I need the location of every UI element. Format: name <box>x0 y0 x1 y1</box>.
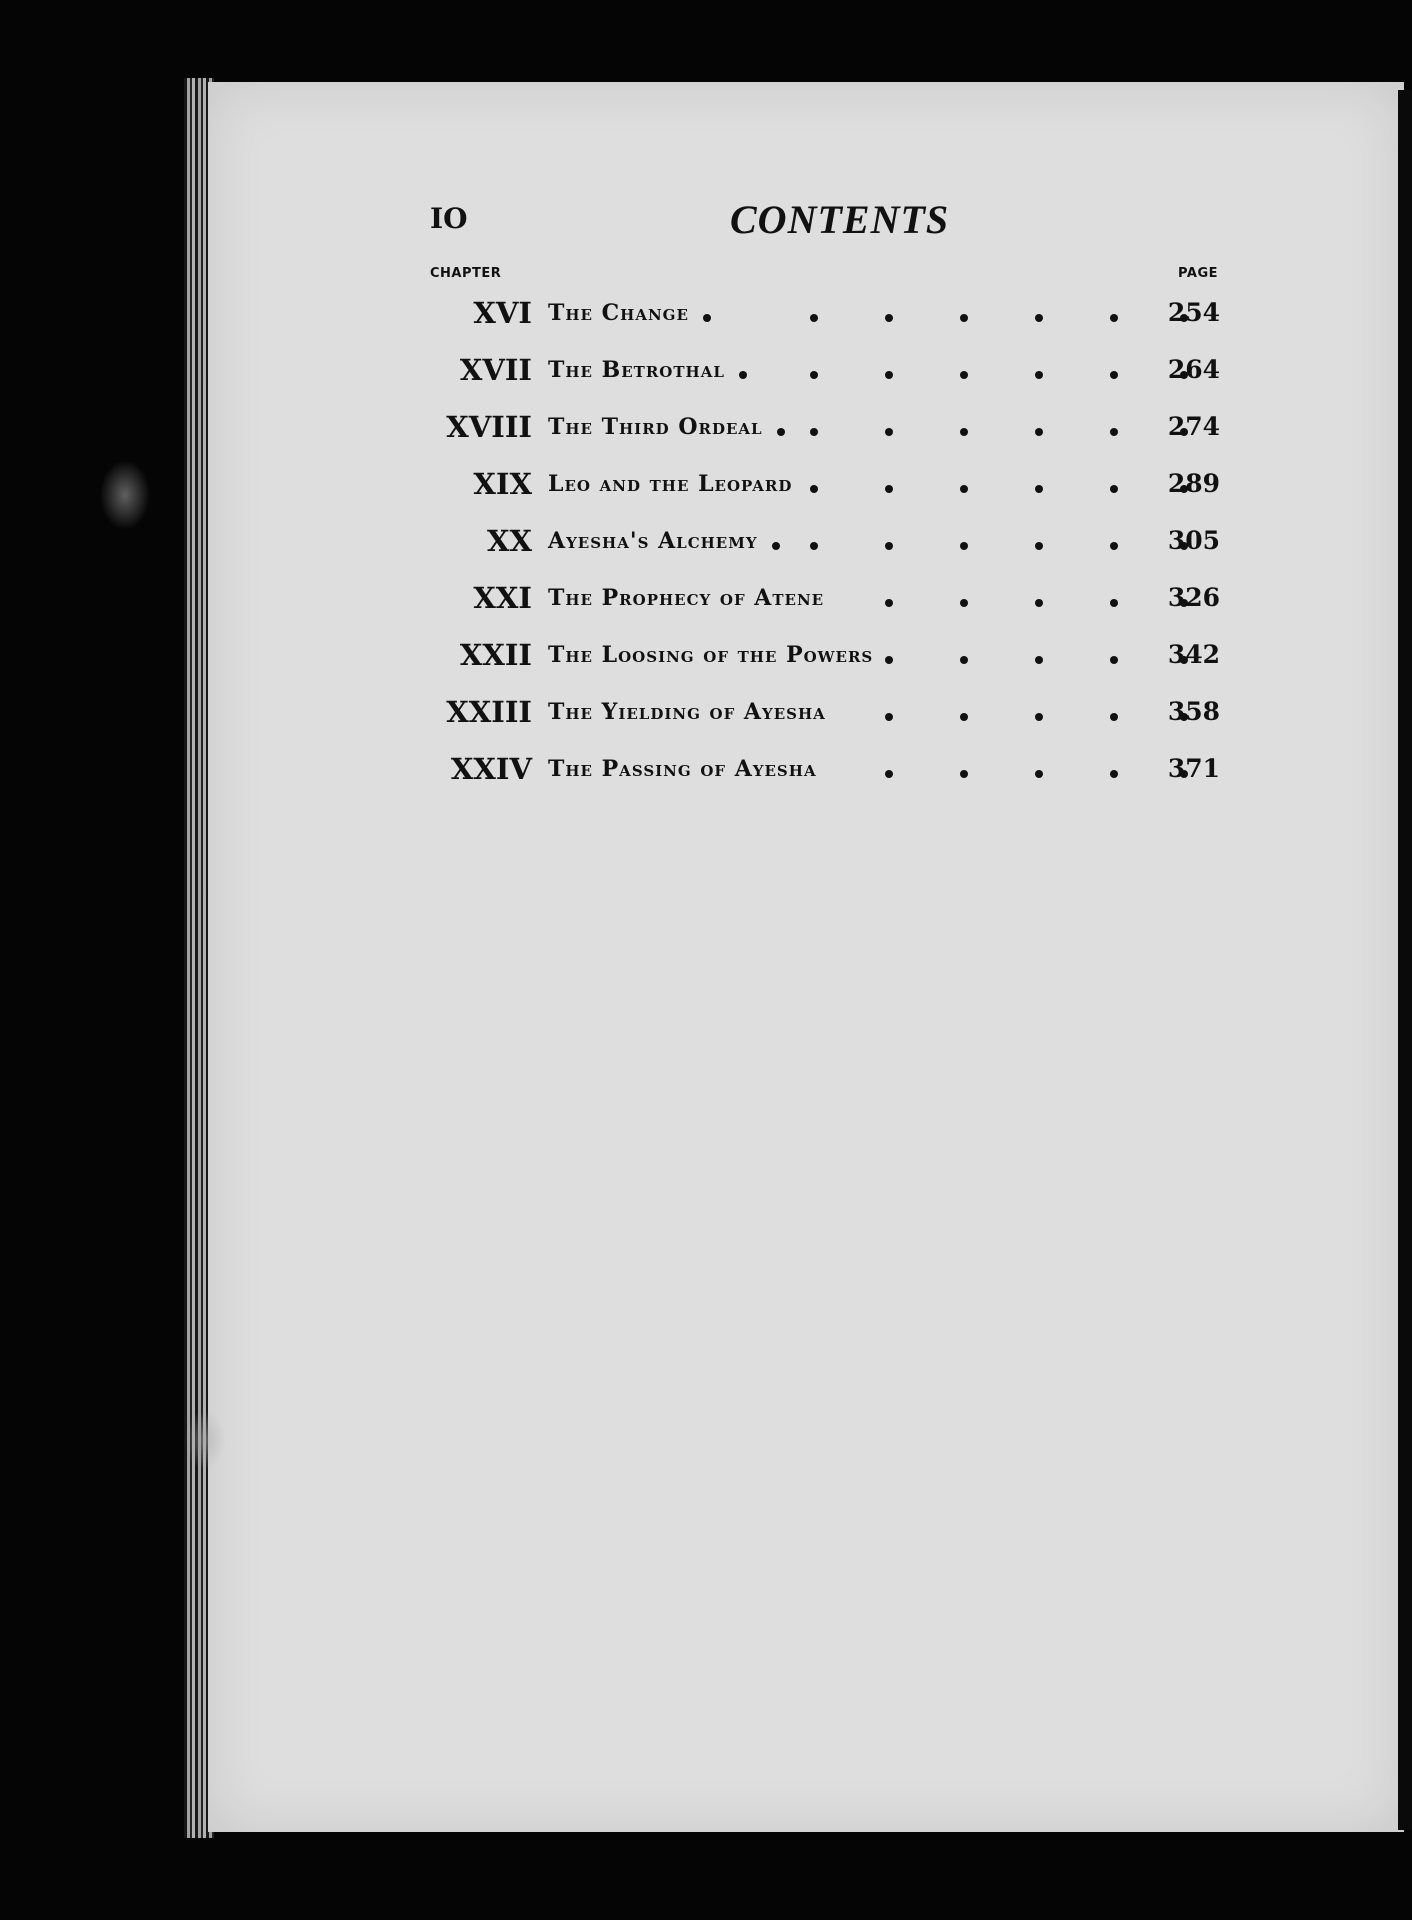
leader-dot <box>960 428 968 436</box>
leader-dot <box>885 428 893 436</box>
leader-dot <box>1035 314 1043 322</box>
dot-leaders <box>420 638 1220 678</box>
page-number: IO <box>430 202 468 235</box>
leader-dot <box>810 485 818 493</box>
leader-dot <box>1035 542 1043 550</box>
leader-dot <box>1035 713 1043 721</box>
leader-dot <box>885 314 893 322</box>
leader-dot <box>1110 314 1118 322</box>
leader-dot <box>1110 656 1118 664</box>
leader-dot <box>960 713 968 721</box>
leader-dot <box>1035 371 1043 379</box>
toc-entry <box>420 292 1220 349</box>
dot-leaders <box>420 353 1220 393</box>
leader-dot <box>1110 599 1118 607</box>
leader-dot <box>960 542 968 550</box>
toc-entry <box>420 634 1220 691</box>
leader-dot <box>772 542 780 550</box>
leader-dot <box>703 314 711 322</box>
toc-entry <box>420 406 1220 463</box>
chapter-numeral: XIX <box>473 467 532 501</box>
page-reference: 274 <box>1167 412 1220 441</box>
leader-dot <box>1110 542 1118 550</box>
chapter-numeral: XVII <box>459 353 532 387</box>
chapter-title: The Third Ordeal <box>548 414 763 440</box>
toc-entry <box>420 577 1220 634</box>
leader-dot <box>1110 371 1118 379</box>
leader-dot <box>810 371 818 379</box>
leader-dot <box>960 485 968 493</box>
leader-dot <box>1035 599 1043 607</box>
dot-leaders <box>420 752 1220 792</box>
leader-dot <box>810 542 818 550</box>
leader-dot <box>885 599 893 607</box>
chapter-numeral: XVI <box>473 296 532 330</box>
chapter-numeral: XVIII <box>446 410 532 444</box>
dot-leaders <box>420 695 1220 735</box>
page-reference: 254 <box>1167 298 1220 327</box>
leader-dot <box>739 371 747 379</box>
toc-entry <box>420 463 1220 520</box>
chapter-numeral: XXI <box>473 581 532 615</box>
leader-dot <box>1110 770 1118 778</box>
running-head: CONTENTS <box>730 197 950 242</box>
chapter-numeral: XXIII <box>446 695 532 729</box>
toc-entry <box>420 349 1220 406</box>
scan-smudge <box>185 1410 225 1470</box>
leader-dot <box>885 656 893 664</box>
leader-dot <box>810 314 818 322</box>
scan-smudge <box>100 460 150 530</box>
leader-dot <box>1035 770 1043 778</box>
chapter-title: Ayesha's Alchemy <box>548 528 758 554</box>
page-reference: 289 <box>1167 469 1220 498</box>
page-reference: 371 <box>1167 754 1220 783</box>
leader-dot <box>885 542 893 550</box>
page-header <box>430 196 1220 246</box>
leader-dot <box>810 428 818 436</box>
leader-dot <box>1035 656 1043 664</box>
chapter-title: The Betrothal <box>548 357 725 383</box>
leader-dot <box>777 428 785 436</box>
leader-dot <box>885 770 893 778</box>
leader-dot <box>960 314 968 322</box>
toc-entry <box>420 748 1220 805</box>
column-labels <box>430 266 1220 286</box>
leader-dot <box>960 770 968 778</box>
leader-dot <box>1035 485 1043 493</box>
chapter-title: The Prophecy of Atene <box>548 585 825 611</box>
leader-dot <box>960 656 968 664</box>
dot-leaders <box>420 524 1220 564</box>
chapter-title: The Change <box>548 300 689 326</box>
page-reference: 358 <box>1167 697 1220 726</box>
dot-leaders <box>420 296 1220 336</box>
leader-dot <box>885 485 893 493</box>
chapter-title: The Loosing of the Powers <box>548 642 874 668</box>
page-reference: 342 <box>1167 640 1220 669</box>
leader-dot <box>1110 713 1118 721</box>
leader-dot <box>960 599 968 607</box>
leader-dot <box>885 713 893 721</box>
leader-dot <box>1110 485 1118 493</box>
leader-dot <box>1110 428 1118 436</box>
toc-entry <box>420 520 1220 577</box>
page-reference: 305 <box>1167 526 1220 555</box>
dot-leaders <box>420 410 1220 450</box>
page-reference: 264 <box>1167 355 1220 384</box>
chapter-numeral: XX <box>486 524 532 558</box>
chapter-numeral: XXIV <box>450 752 532 786</box>
page-reference: 326 <box>1167 583 1220 612</box>
leader-dot <box>1035 428 1043 436</box>
table-of-contents <box>420 292 1220 805</box>
chapter-title: The Passing of Ayesha <box>548 756 817 782</box>
dot-leaders <box>420 581 1220 621</box>
dot-leaders <box>420 467 1220 507</box>
page-right-edge <box>1398 90 1412 1830</box>
leader-dot <box>885 371 893 379</box>
chapter-column-label: CHAPTER <box>430 266 502 281</box>
chapter-title: Leo and the Leopard <box>548 471 793 497</box>
chapter-numeral: XXII <box>459 638 532 672</box>
toc-entry <box>420 691 1220 748</box>
leader-dot <box>960 371 968 379</box>
page-column-label: PAGE <box>1178 266 1218 281</box>
chapter-title: The Yielding of Ayesha <box>548 699 826 725</box>
